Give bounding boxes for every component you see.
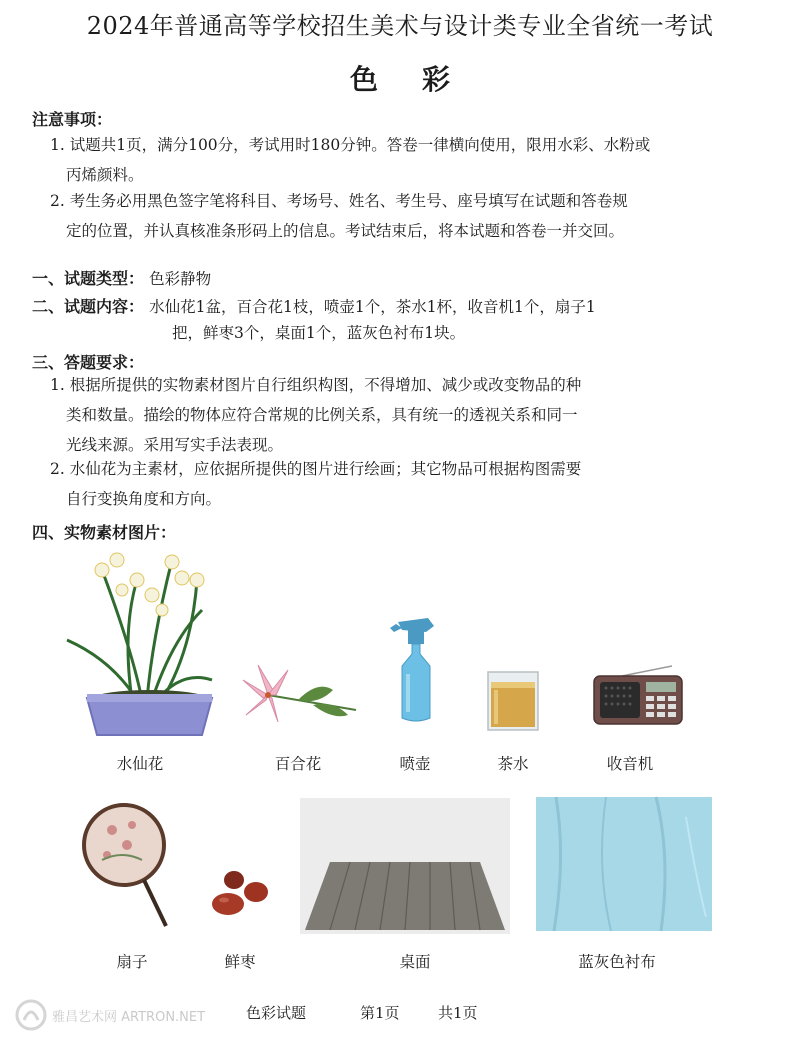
requirement-item-2-line2: 自行变换角度和方向。	[66, 490, 222, 508]
notice-item-2-line2: 定的位置，并认真核准条形码上的信息。考试结束后，将本试题和答卷一并交回。	[66, 222, 625, 240]
section-content-label: 二、试题内容：	[32, 297, 145, 316]
requirement-item-1-line3: 光线来源。采用写实手法表现。	[66, 436, 284, 454]
requirement-item-2-line1: 2. 水仙花为主素材，应依据所提供的图片进行绘画；其它物品可根据构图需要	[50, 460, 582, 478]
fan-label: 扇子	[116, 953, 148, 971]
requirement-item-1	[50, 370, 581, 460]
requirement-item-2	[50, 454, 581, 514]
section-content-line2: 把，鲜枣3个，桌面1个，蓝灰色衬布1块。	[172, 324, 466, 342]
notice-heading: 注意事项：	[32, 110, 113, 129]
footer-total: 共1页	[438, 1004, 478, 1022]
watermark-logo-icon	[14, 998, 48, 1032]
notice-item-2-line1: 2. 考生务必用黑色签字笔将科目、考场号、姓名、考生号、座号填写在试题和答卷规	[50, 192, 628, 210]
tea-label: 茶水	[497, 755, 529, 773]
section-type	[32, 264, 211, 294]
subject-title: 色彩	[349, 63, 494, 96]
cloth-label: 蓝灰色衬布	[578, 953, 656, 971]
lily-image	[238, 660, 363, 730]
section-type-label: 一、试题类型：	[32, 269, 145, 288]
notice-item-1-line2: 丙烯颜料。	[66, 166, 144, 184]
cloth-image	[536, 797, 712, 931]
watermark	[14, 998, 205, 1032]
section-type-value: 色彩静物	[149, 270, 212, 288]
narcissus-label: 水仙花	[116, 755, 164, 773]
exam-title: 2024年普通高等学校招生美术与设计类专业全省统一考试	[86, 12, 714, 40]
lily-label: 百合花	[274, 755, 322, 773]
radio-label: 收音机	[606, 755, 654, 773]
watermark-text: 雅昌艺术网 ARTRON.NET	[52, 1009, 206, 1025]
requirement-item-1-line2: 类和数量。描绘的物体应符合常规的比例关系，具有统一的透视关系和同一	[66, 406, 578, 424]
dates-image	[210, 868, 276, 920]
table-label: 桌面	[399, 953, 431, 971]
notice-item-1	[50, 130, 650, 190]
spray-bottle-image	[388, 614, 448, 724]
requirement-item-1-line1: 1. 根据所提供的实物素材图片自行组织构图，不得增加、减少或改变物品的种	[50, 376, 582, 394]
tea-image	[486, 670, 540, 732]
notice-item-1-line1: 1. 试题共1页，满分100分，考试用时180分钟。答卷一律横向使用，限用水彩、水粉或	[50, 136, 651, 154]
notice-item-2	[50, 186, 628, 246]
table-image	[300, 798, 510, 934]
spray-label: 喷壶	[399, 755, 431, 773]
section-content-line1: 水仙花1盆，百合花1枝，喷壶1个，茶水1杯，收音机1个，扇子1	[149, 298, 596, 316]
footer-page: 第1页	[360, 1004, 400, 1022]
radio-image	[592, 662, 684, 726]
footer-subject: 色彩试题	[246, 1004, 307, 1022]
narcissus-image	[62, 540, 222, 740]
section-materials-label: 四、实物素材图片：	[32, 523, 177, 542]
section-requirements-label: 三、答题要求：	[32, 353, 145, 372]
fan-image	[82, 800, 172, 930]
dates-label: 鲜枣	[224, 953, 256, 971]
